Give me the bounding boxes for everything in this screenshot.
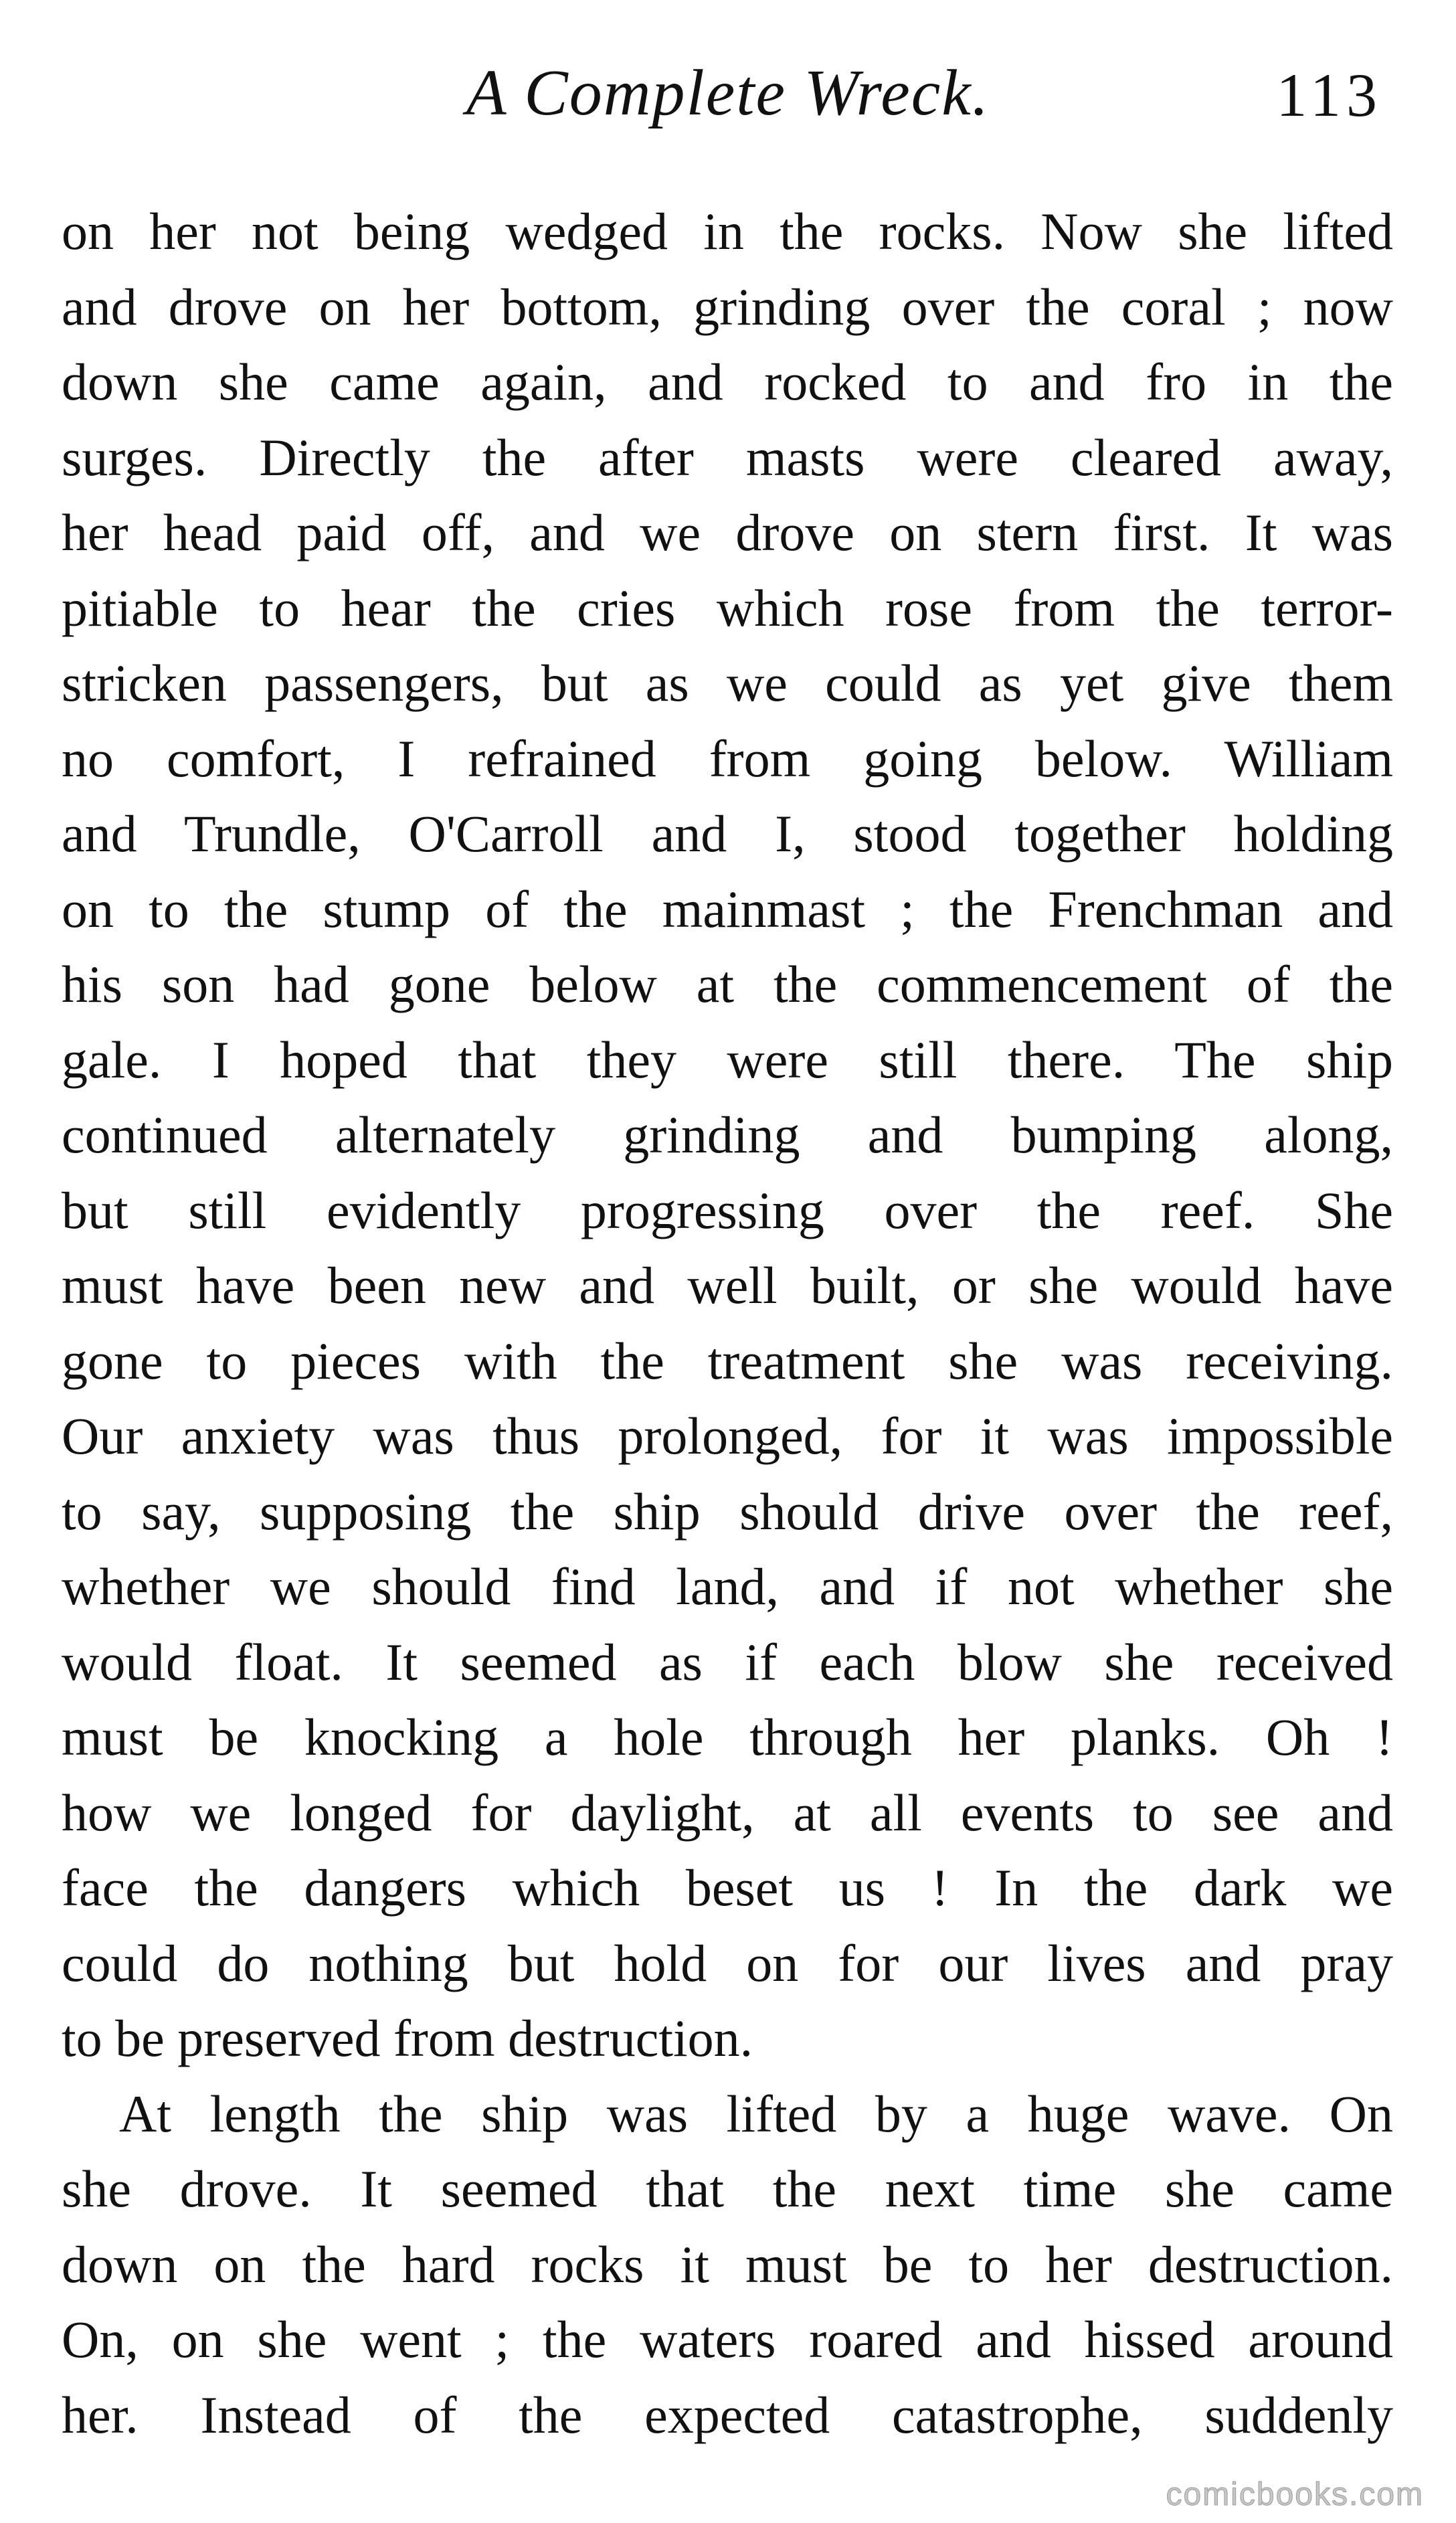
text-line: to be preserved from destruction. <box>62 2009 753 2067</box>
text-line: could do nothing but hold on for our lives and pray <box>62 1933 1393 1992</box>
paragraph-2 <box>62 2077 1393 2453</box>
body-text <box>62 194 1393 2453</box>
watermark: comicbooks.com <box>1166 2477 1424 2512</box>
text-line: On, on she went ; the waters roared and hissed around <box>62 2310 1393 2368</box>
text-line: surges. Directly the after masts were cleared away, <box>62 428 1393 487</box>
text-line: to say, supposing the ship should drive over the reef, <box>62 1482 1393 1541</box>
running-head <box>60 47 1396 141</box>
text-line: she drove. It seemed that the next time she came <box>62 2160 1393 2218</box>
text-line: but still evidently progressing over the reef. She <box>62 1181 1393 1239</box>
text-line: down she came again, and rocked to and fro in the <box>62 353 1393 411</box>
text-line: her head paid off, and we drove on stern first. It was <box>62 503 1393 561</box>
text-line: no comfort, I refrained from going below. William <box>62 729 1393 788</box>
text-line: whether we should find land, and if not whether she <box>62 1557 1393 1616</box>
text-line: on her not being wedged in the rocks. Now she lifted <box>62 202 1393 260</box>
text-line: At length the ship was lifted by a huge wave. On <box>119 2084 1393 2143</box>
text-line: on to the stump of the mainmast ; the Frenchman and <box>62 879 1393 938</box>
text-line: face the dangers which beset us ! In the dark we <box>62 1858 1393 1917</box>
running-title: A Complete Wreck. <box>466 57 990 129</box>
text-line: down on the hard rocks it must be to her destruction. <box>62 2235 1393 2293</box>
text-line: her. Instead of the expected catastrophe, suddenly <box>62 2385 1393 2444</box>
text-line: and Trundle, O'Carroll and I, stood together holding <box>62 804 1393 863</box>
text-line: stricken passengers, but as we could as yet give them <box>62 654 1393 712</box>
text-line: would float. It seemed as if each blow she received <box>62 1632 1393 1691</box>
text-line: continued alternately grinding and bumping along, <box>62 1106 1393 1164</box>
text-line: Our anxiety was thus prolonged, for it was impossible <box>62 1407 1393 1465</box>
text-line: pitiable to hear the cries which rose from the terror- <box>62 578 1393 637</box>
text-line: his son had gone below at the commencement of the <box>62 955 1393 1013</box>
page-number: 113 <box>1276 61 1382 129</box>
text-line: how we longed for daylight, at all events to see and <box>62 1783 1393 1842</box>
paragraph-1 <box>62 194 1393 2077</box>
text-line: must have been new and well built, or she would have <box>62 1256 1393 1314</box>
text-line: gale. I hoped that they were still there. The ship <box>62 1030 1393 1089</box>
text-line: and drove on her bottom, grinding over the coral ; now <box>62 277 1393 336</box>
text-line: gone to pieces with the treatment she was receiving. <box>62 1331 1393 1390</box>
text-line: must be knocking a hole through her planks. Oh ! <box>62 1708 1393 1766</box>
